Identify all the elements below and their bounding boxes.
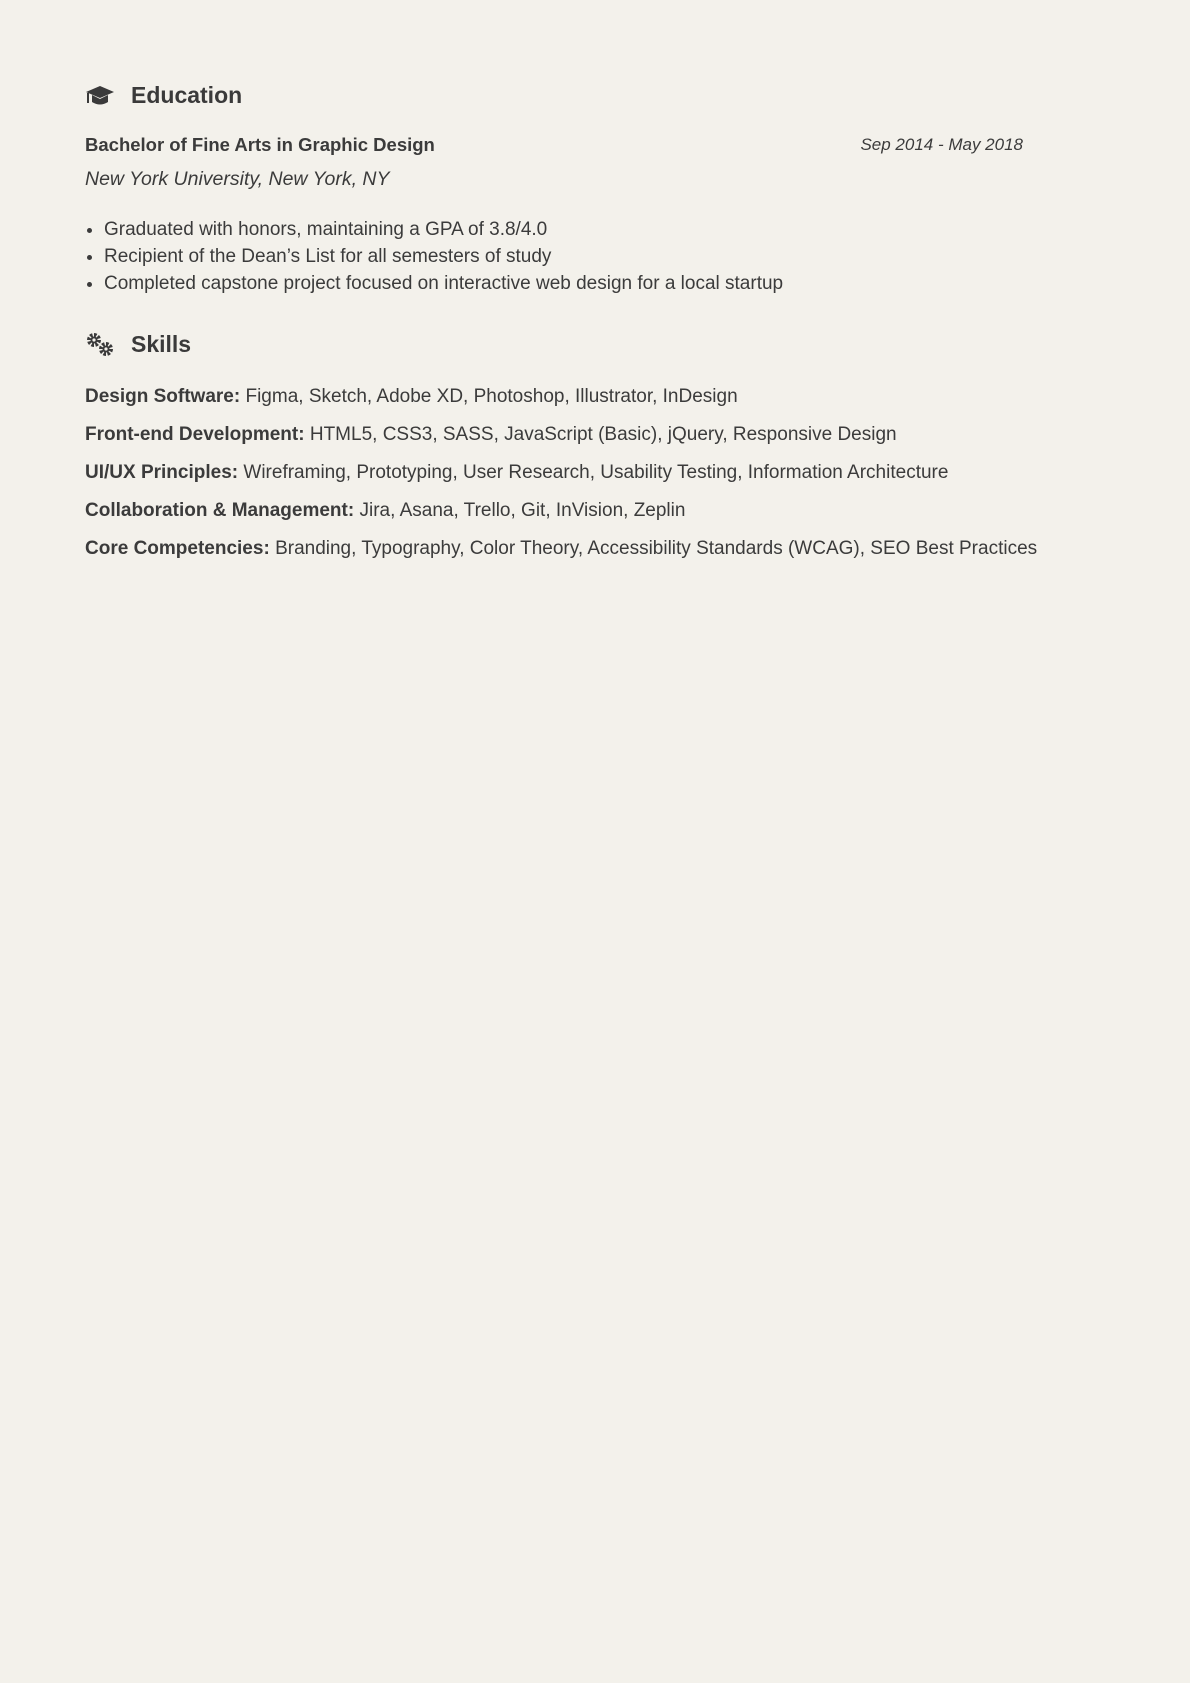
list-item: • Graduated with honors, maintaining a GPA of 3.8/4.0 [104, 216, 783, 243]
skill-value: HTML5, CSS3, SASS, JavaScript (Basic), jQuery, Responsive Design [309, 424, 897, 445]
skill-row [85, 421, 1037, 459]
education-bullets [85, 216, 783, 297]
education-title: Education [131, 82, 243, 108]
list-item: • Recipient of the Dean’s List for all semesters of study [104, 243, 783, 270]
graduation-cap-icon [85, 83, 115, 109]
skill-row [85, 383, 1037, 421]
skill-value: Wireframing, Prototyping, User Research, Usability Testing, Information Architecture [243, 462, 949, 483]
skills-heading [85, 331, 191, 358]
skill-label: Core Competencies: [85, 538, 270, 559]
skill-label: UI/UX Principles: [85, 462, 239, 483]
skill-label: Front-end Development: [85, 424, 305, 445]
skill-value: Figma, Sketch, Adobe XD, Photoshop, Illustrator, InDesign [245, 386, 738, 407]
skills-list [85, 383, 1037, 573]
education-dates: Sep 2014 - May 2018 [860, 135, 1023, 154]
skill-label: Collaboration & Management: [85, 500, 355, 521]
gears-icon [85, 332, 115, 358]
skill-row [85, 459, 1037, 497]
skill-value: Branding, Typography, Color Theory, Accessibility Standards (WCAG), SEO Best Practices [275, 538, 1038, 559]
list-item: • Completed capstone project focused on interactive web design for a local startup [104, 270, 783, 297]
skill-row [85, 497, 1037, 535]
skill-label: Design Software: [85, 386, 241, 407]
school-name: New York University, New York, NY [85, 168, 390, 190]
skills-title: Skills [131, 331, 192, 357]
education-heading [85, 82, 242, 109]
degree-title: Bachelor of Fine Arts in Graphic Design [85, 134, 435, 155]
skill-value: Jira, Asana, Trello, Git, InVision, Zeplin [359, 500, 686, 521]
skill-row [85, 535, 1037, 573]
